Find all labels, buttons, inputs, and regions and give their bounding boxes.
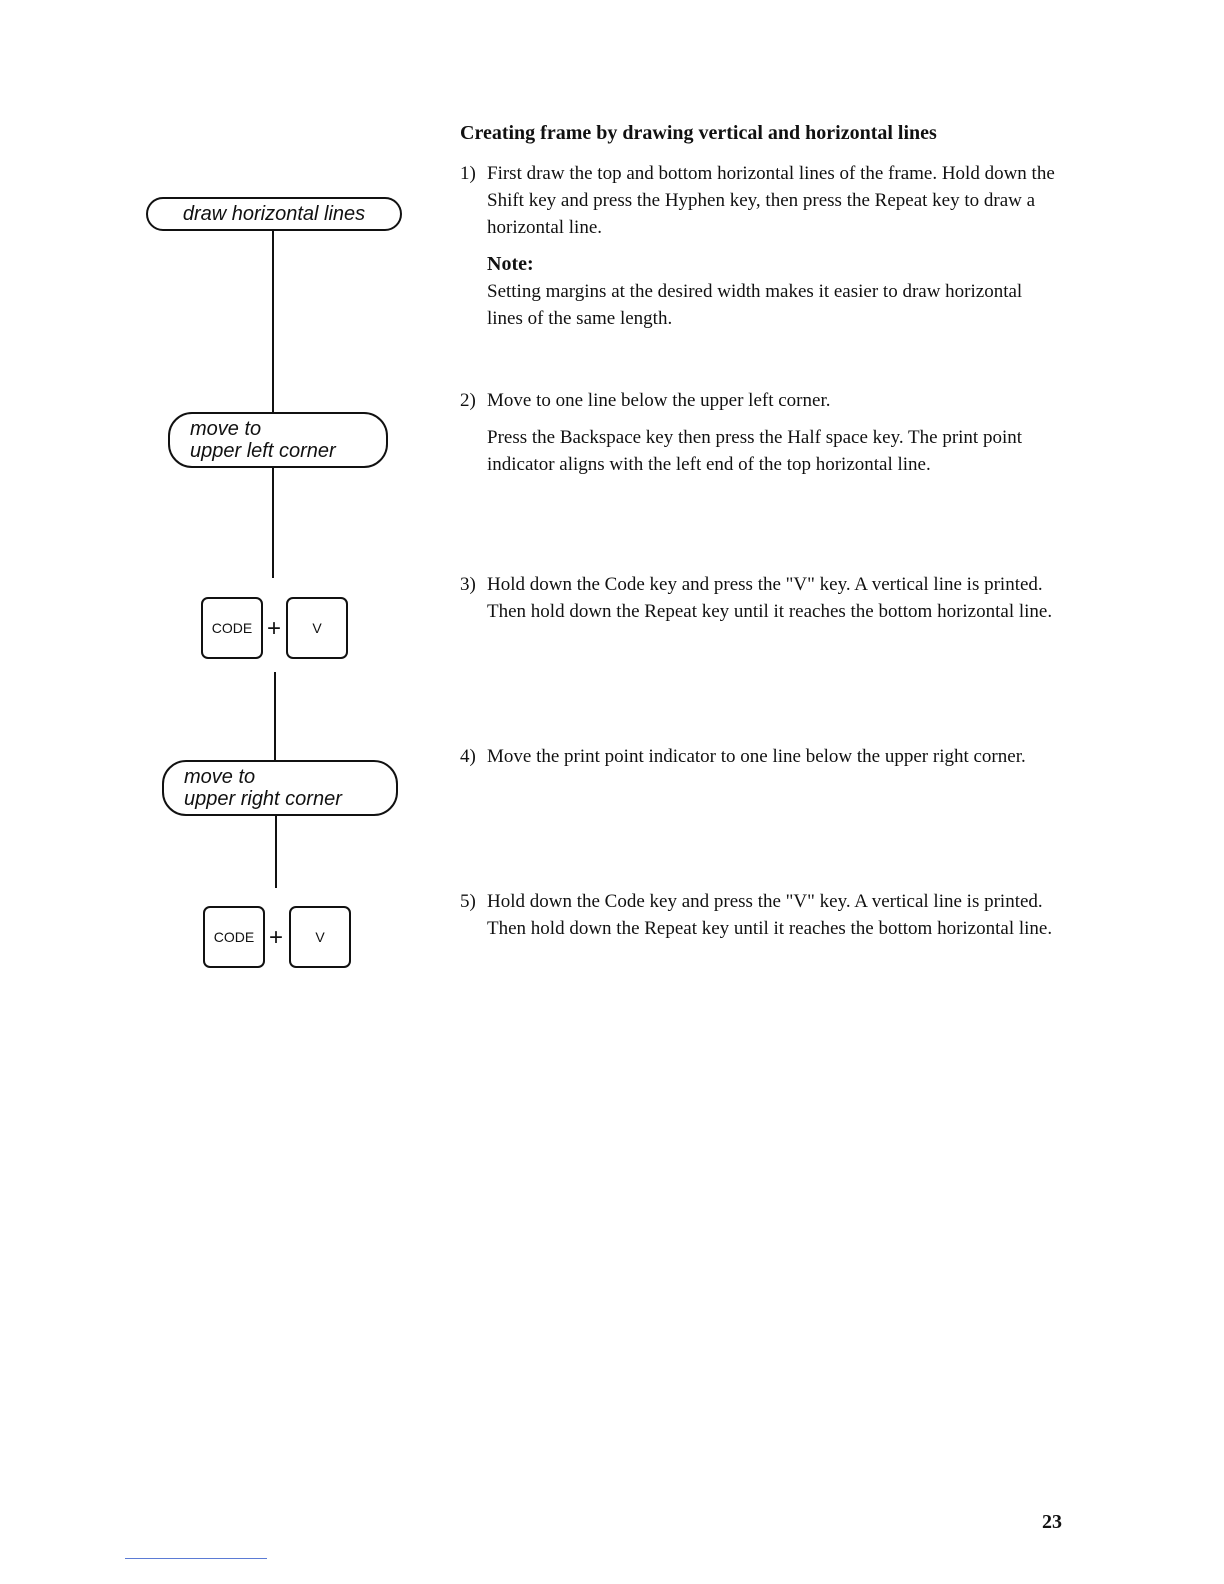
step-number: 2): [460, 390, 476, 411]
connector-line-1: [272, 228, 274, 414]
step-1: [460, 160, 1060, 332]
connector-line-2: [272, 466, 274, 578]
step-number: 1): [460, 163, 476, 184]
flow-step-label-line2: upper right corner: [184, 788, 342, 810]
note-title: Note:: [487, 253, 534, 275]
step-text: Move to one line below the upper left corner.: [487, 390, 831, 411]
step-text: Hold down the Code key and press the "V" key. A vertical line is printed. Then hold down the Repeat key until it reaches the bottom horizontal line.: [487, 891, 1053, 939]
section-heading: Creating frame by drawing vertical and horizontal lines: [460, 122, 937, 144]
flow-step-move-upper-right: [162, 760, 398, 816]
v-key: [286, 597, 348, 659]
step-text: Move the print point indicator to one line below the upper right corner.: [487, 746, 1026, 767]
connector-line-4: [275, 816, 277, 888]
v-key: [289, 906, 351, 968]
flow-step-draw-horizontal-lines: [146, 197, 402, 231]
step-detail-text: Press the Backspace key then press the Half space key. The print point indicator aligns with the left end of the top horizontal line.: [487, 427, 1023, 475]
plus-sign: +: [266, 615, 281, 642]
step-number: 4): [460, 746, 476, 767]
flow-step-move-upper-left: [168, 412, 388, 468]
flow-step-label-line2: upper left corner: [190, 440, 336, 462]
note-text: Setting margins at the desired width makes it easier to draw horizontal lines of the same length.: [487, 281, 1023, 329]
flow-step-label-line1: move to: [190, 418, 262, 440]
step-number: 3): [460, 574, 476, 595]
key-label: V: [312, 620, 322, 636]
plus-sign: +: [268, 924, 283, 951]
step-3: [460, 571, 1060, 625]
step-number: 5): [460, 891, 476, 912]
connector-line-3: [274, 672, 276, 766]
page-number: 23: [1042, 1511, 1062, 1533]
step-text: Hold down the Code key and press the "V" key. A vertical line is printed. Then hold down the Repeat key until it reaches the bottom horizontal line.: [487, 574, 1053, 622]
step-5: [460, 888, 1060, 942]
flow-step-label: draw horizontal lines: [182, 203, 366, 225]
flow-step-label-line1: move to: [184, 766, 256, 788]
key-label: CODE: [213, 929, 255, 945]
footer-rule: [125, 1558, 267, 1559]
step-4: [460, 743, 1060, 770]
step-2: [460, 387, 1060, 478]
code-key: [201, 597, 263, 659]
code-key: [203, 906, 265, 968]
key-label: V: [315, 929, 325, 945]
step-text: First draw the top and bottom horizontal lines of the frame. Hold down the Shift key and press the Hyphen key, then press the Repeat key to draw a horizontal line.: [487, 163, 1055, 238]
key-label: CODE: [211, 620, 253, 636]
